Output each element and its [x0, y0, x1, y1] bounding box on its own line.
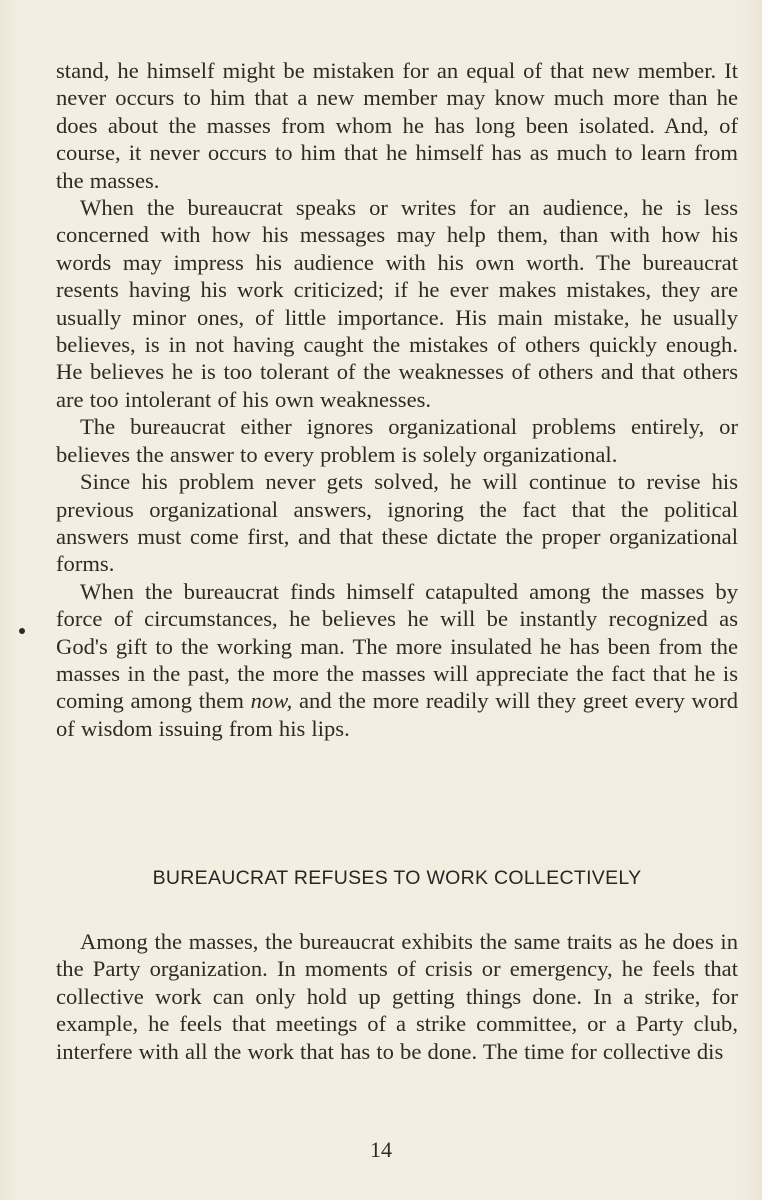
paragraph-catapulted-end: and the more readily will they greet every word of wisdom issuing from his lips.	[56, 688, 738, 741]
margin-ink-dot	[19, 628, 25, 634]
paragraph-among-masses: Among the masses, the bureaucrat exhibits the same traits as he does in the Party organization. In moments of crisis or emergency, he feels that collective work can only hold up getting things done. In a strike, for example, he feels that meetings of a strike committee, or a Party club, interfere with all the work that has to be done. The time for collective dis	[56, 929, 738, 1064]
paragraph-continued: stand, he himself might be mistaken for an equal of that new member. It never occurs to him that a new member may know much more than he does about the masses from whom he has long been isolated. And, of course, it never occurs to him that he himself has as much to learn from the masses.	[56, 58, 738, 193]
section-body	[56, 928, 738, 1065]
paragraph-catapulted-italic: now,	[250, 688, 293, 714]
paragraph-audience: When the bureaucrat speaks or writes for an audience, he is less concerned with how his messages may help them, than with how his words may impress his audience with his own worth. The bureaucrat resents having his work criticized; if he ever makes mistakes, they are usually minor ones, of little importance. His main mistake, he usually believes, is in not having caught the mistakes of others quickly enough. He believes he is too tolerant of the weaknesses of others and that others are too intolerant of his own weaknesses.	[56, 195, 738, 412]
section-heading: BUREAUCRAT REFUSES TO WORK COLLECTIVELY	[152, 867, 642, 889]
paragraph-organizational-problems: The bureaucrat either ignores organizational problems entirely, or believes the answer to every problem is solely organizational.	[56, 414, 738, 467]
page-number: 14	[370, 1137, 392, 1162]
paragraph-catapulted	[56, 578, 738, 742]
body-text	[56, 57, 738, 742]
paragraph-catapulted-start: When the bureaucrat finds himself catapulted among the masses by force of circumstances, he believes he will be instantly recognized as God's gift to the working man. The more insulated he has been from the masses in the past, the more the masses will appreciate the fact that he is coming among them	[56, 578, 738, 714]
paragraph-never-solved: Since his problem never gets solved, he will continue to revise his previous organizational answers, ignoring the fact that the political answers must come first, and that these dictate the proper organizational forms.	[56, 469, 738, 577]
